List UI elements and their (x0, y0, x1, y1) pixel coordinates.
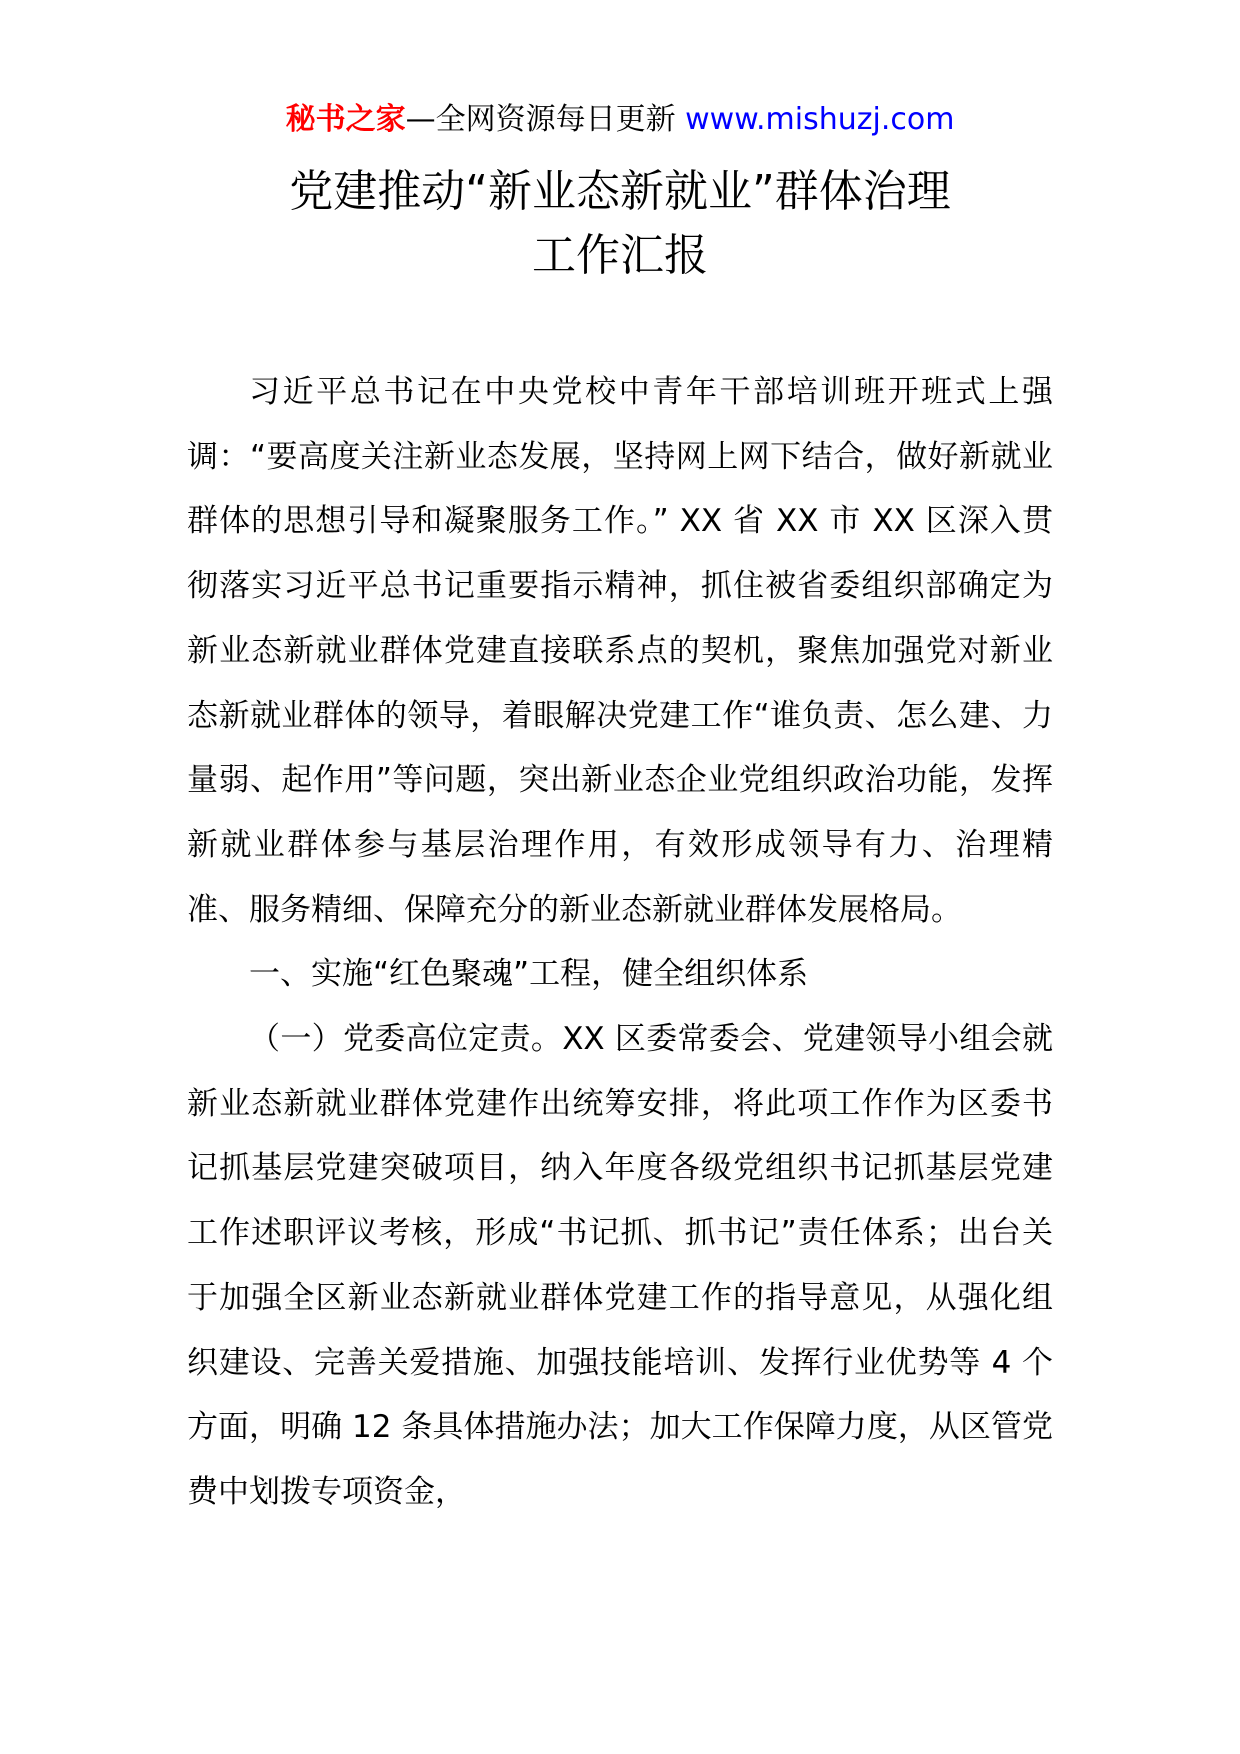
document-title-line-2: 工作汇报 (532, 230, 708, 281)
document-title-line-1: 党建推动“新业态新就业”群体治理 (289, 166, 951, 217)
header-slogan: —全网资源每日更新 (405, 102, 686, 137)
document-body (187, 360, 1053, 1525)
brand-name: 秘书之家 (285, 102, 406, 137)
intro-paragraph: 习近平总书记在中央党校中青年干部培训班开班式上强调：“要高度关注新业态发展，坚持网上网下结合，做好新就业群体的思想引导和凝聚服务工作。” XX 省 XX 市 XX 区深入贯彻落实习近平总书记重要指示精神，抓住被省委组织部确定为新业态新就业群体党建直接联系点的契机，聚焦加强党对新业态新就业群体的领导，着眼解决党建工作“谁负责、怎么建、力量弱、起作用”等问题，突出新业态企业党组织政治功能，发挥新就业群体参与基层治理作用，有效形成领导有力、治理精准、服务精细、保障充分的新业态新就业群体发展格局。 (187, 374, 1053, 928)
site-header (0, 100, 1240, 140)
section-item-paragraph: （一）党委高位定责。XX 区委常委会、党建领导小组会就新业态新就业群体党建作出统筹安排，将此项工作作为区委书记抓基层党建突破项目，纳入年度各级党组织书记抓基层党建工作述职评议考核，形成“书记抓、抓书记”责任体系；出台关于加强全区新业态新就业群体党建工作的指导意见，从强化组织建设、完善关爱措施、加强技能培训、发挥行业优势等 4 个方面，明确 12 条具体措施办法；加大工作保障力度，从区管党费中划拨专项资金， (187, 1021, 1053, 1510)
section-heading: 一、实施“红色聚魂”工程，健全组织体系 (249, 956, 809, 993)
site-url-link[interactable]: www.mishuzj.com (685, 102, 955, 137)
